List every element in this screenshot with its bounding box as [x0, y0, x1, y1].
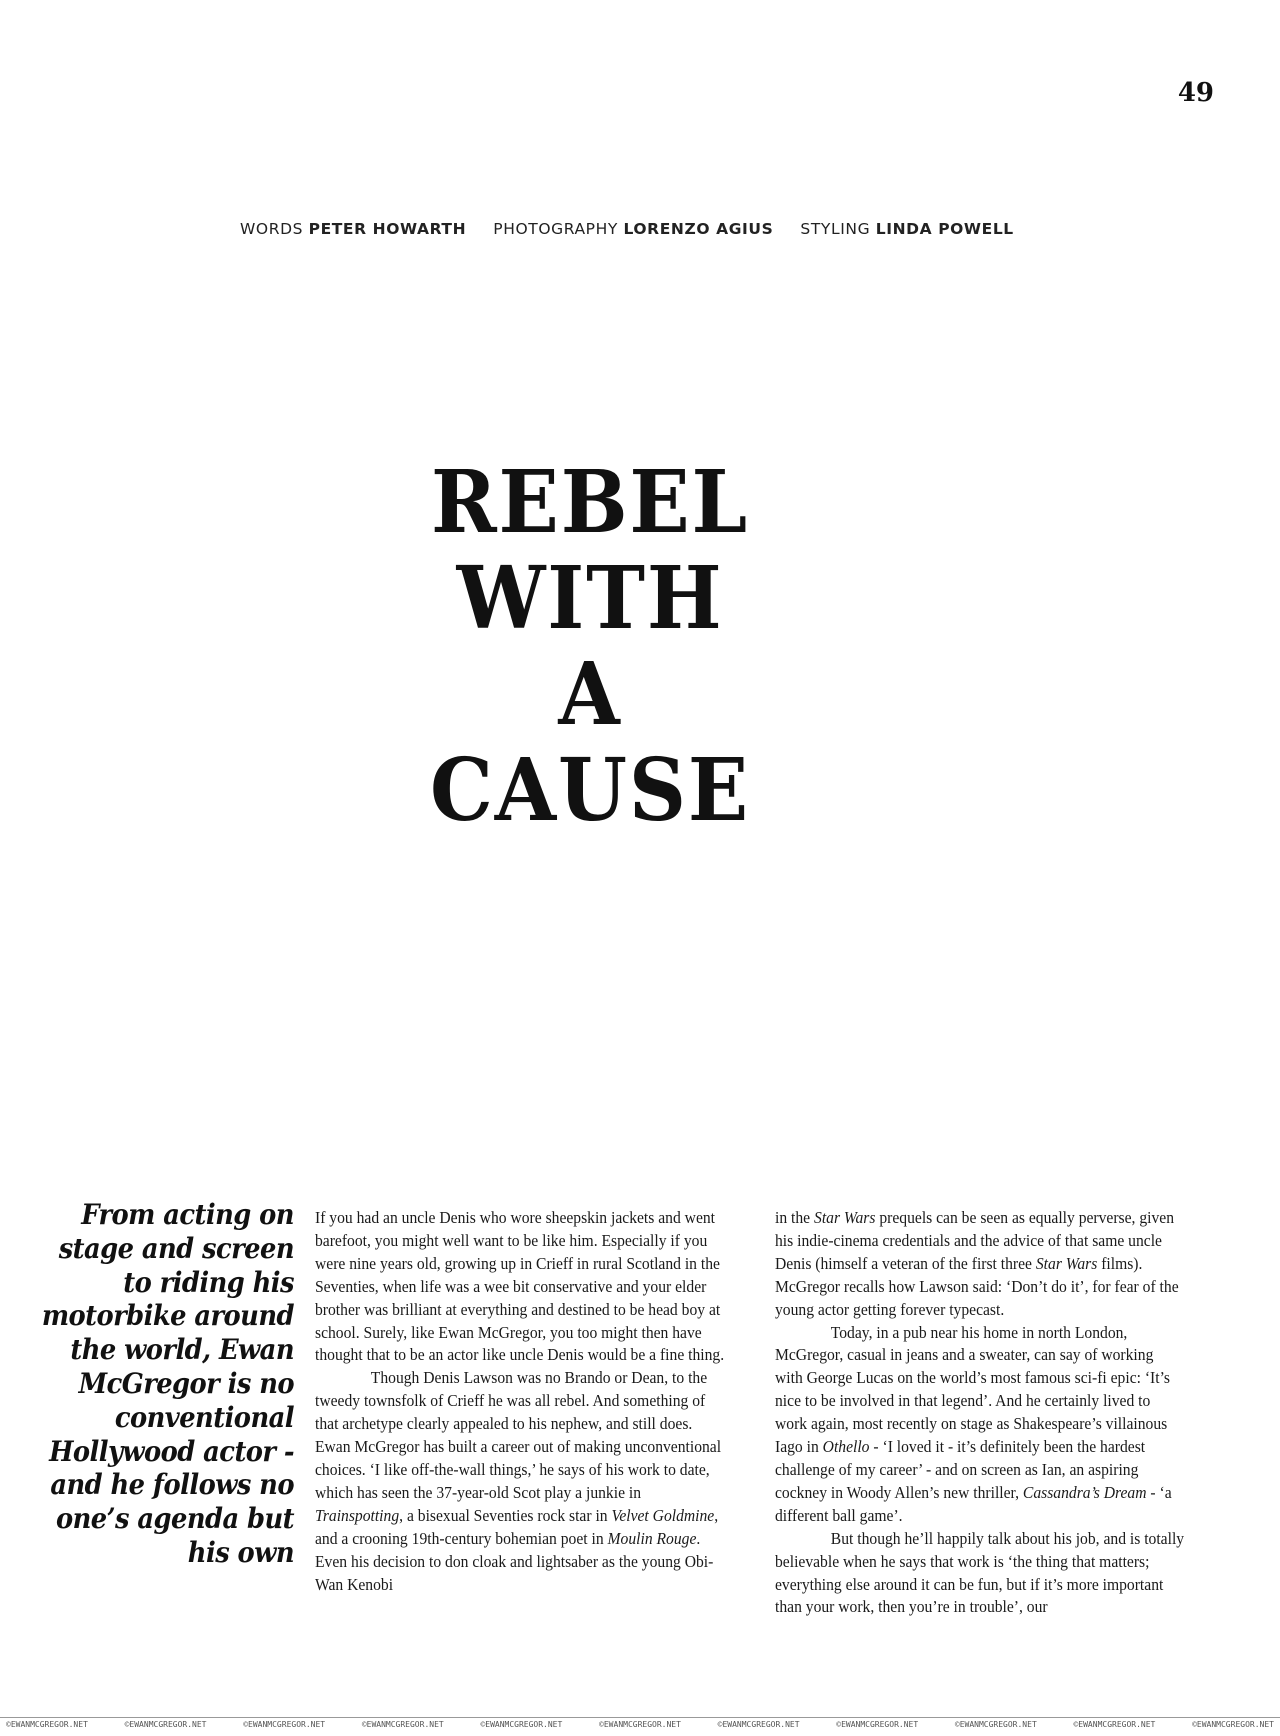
watermark-text: ©EWANMCGREGOR.NET [6, 1720, 88, 1729]
watermark-text: ©EWANMCGREGOR.NET [361, 1720, 444, 1729]
article-credits [240, 220, 1014, 238]
body-paragraph: Today, in a pub near his home in north London, McGregor, casual in jeans and a sweater, can say of working with George Lucas on the world’s most famous sci-fi epic: ‘It’s nice to be involved in that legend’. And he certainly lived to work again, most recently on stage as Shakespeare’s villainous Iago in Othello - ‘I loved it - it’s definitely been the hardest challenge of my career’ - and on screen as Ian, an aspiring cockney in Woody Allen’s new thriller, Cassandra’s Dream - ‘a different ball game’. [775, 1322, 1172, 1525]
watermark-strip [0, 1717, 1280, 1732]
styling-label: STYLING [800, 220, 871, 238]
watermark-text: ©EWANMCGREGOR.NET [124, 1720, 207, 1729]
headline-line: CAUSE [429, 740, 750, 841]
stylist-name: LINDA POWELL [875, 220, 1014, 238]
watermark-text: ©EWANMCGREGOR.NET [1192, 1720, 1274, 1729]
watermark-text: ©EWANMCGREGOR.NET [717, 1720, 800, 1729]
watermark-text: ©EWANMCGREGOR.NET [599, 1720, 681, 1729]
page-number: 49 [1177, 78, 1214, 108]
photography-label: PHOTOGRAPHY [493, 220, 618, 238]
watermark-text: ©EWANMCGREGOR.NET [1073, 1720, 1156, 1729]
headline-line: REBEL [430, 452, 750, 553]
watermark-text: ©EWANMCGREGOR.NET [480, 1720, 563, 1729]
standfirst: From acting on stage and screen to riding his motorbike around the world, Ewan McGregor is no conventional Hollywood actor - and he follows no one’s agenda but his own [41, 1198, 295, 1569]
body-paragraph: But though he’ll happily talk about his job, and is totally believable when he says that work is ‘the thing that matters; everything else around it can be fun, but if it’s more important than your work, then you’re in trouble’, our [775, 1528, 1185, 1617]
photographer-name: LORENZO AGIUS [623, 220, 774, 238]
body-paragraph: Though Denis Lawson was no Brando or Dean, to the tweedy townsfolk of Crieff he was all rebel. And something of that archetype clearly appealed to his nephew, and still does. Ewan McGregor has built a career out of making unconventional choices. ‘I like off-the-wall things,’ he says of his work to date, which has seen the 37-year-old Scot play a junkie in Trainspotting, a bisexual Seventies rock star in Velvet Goldmine, and a crooning 19th-century bohemian poet in Moulin Rouge. Even his decision to don cloak and lightsaber as the young Obi-Wan Kenobi [315, 1368, 722, 1594]
body-paragraph: in the Star Wars prequels can be seen as equally perverse, given his indie-cinema credentials and the advice of that same uncle Denis (himself a veteran of the first three Star Wars films). McGregor recalls how Lawson said: ‘Don’t do it’, for fear of the young actor getting forever typecast. [775, 1208, 1179, 1319]
body-column-1 [315, 1207, 724, 1596]
words-label: WORDS [240, 220, 304, 238]
watermark-text: ©EWANMCGREGOR.NET [954, 1720, 1037, 1729]
writer-name: PETER HOWARTH [308, 220, 467, 238]
headline-line: A [558, 644, 622, 745]
watermark-text: ©EWANMCGREGOR.NET [836, 1720, 919, 1729]
watermark-text: ©EWANMCGREGOR.NET [243, 1720, 326, 1729]
body-paragraph: If you had an uncle Denis who wore sheepskin jackets and went barefoot, you might well want to be like him. Especially if you were nine years old, growing up in Crieff in rural Scotland in the Seventies, when life was a wee bit conservative and your elder brother was brilliant at everything and destined to be head boy at school. Surely, like Ewan McGregor, you too might then have thought that to be an actor like uncle Denis would be a fine thing. [315, 1208, 725, 1365]
headline [415, 452, 765, 841]
headline-line: WITH [456, 548, 724, 649]
body-column-2 [775, 1207, 1184, 1619]
